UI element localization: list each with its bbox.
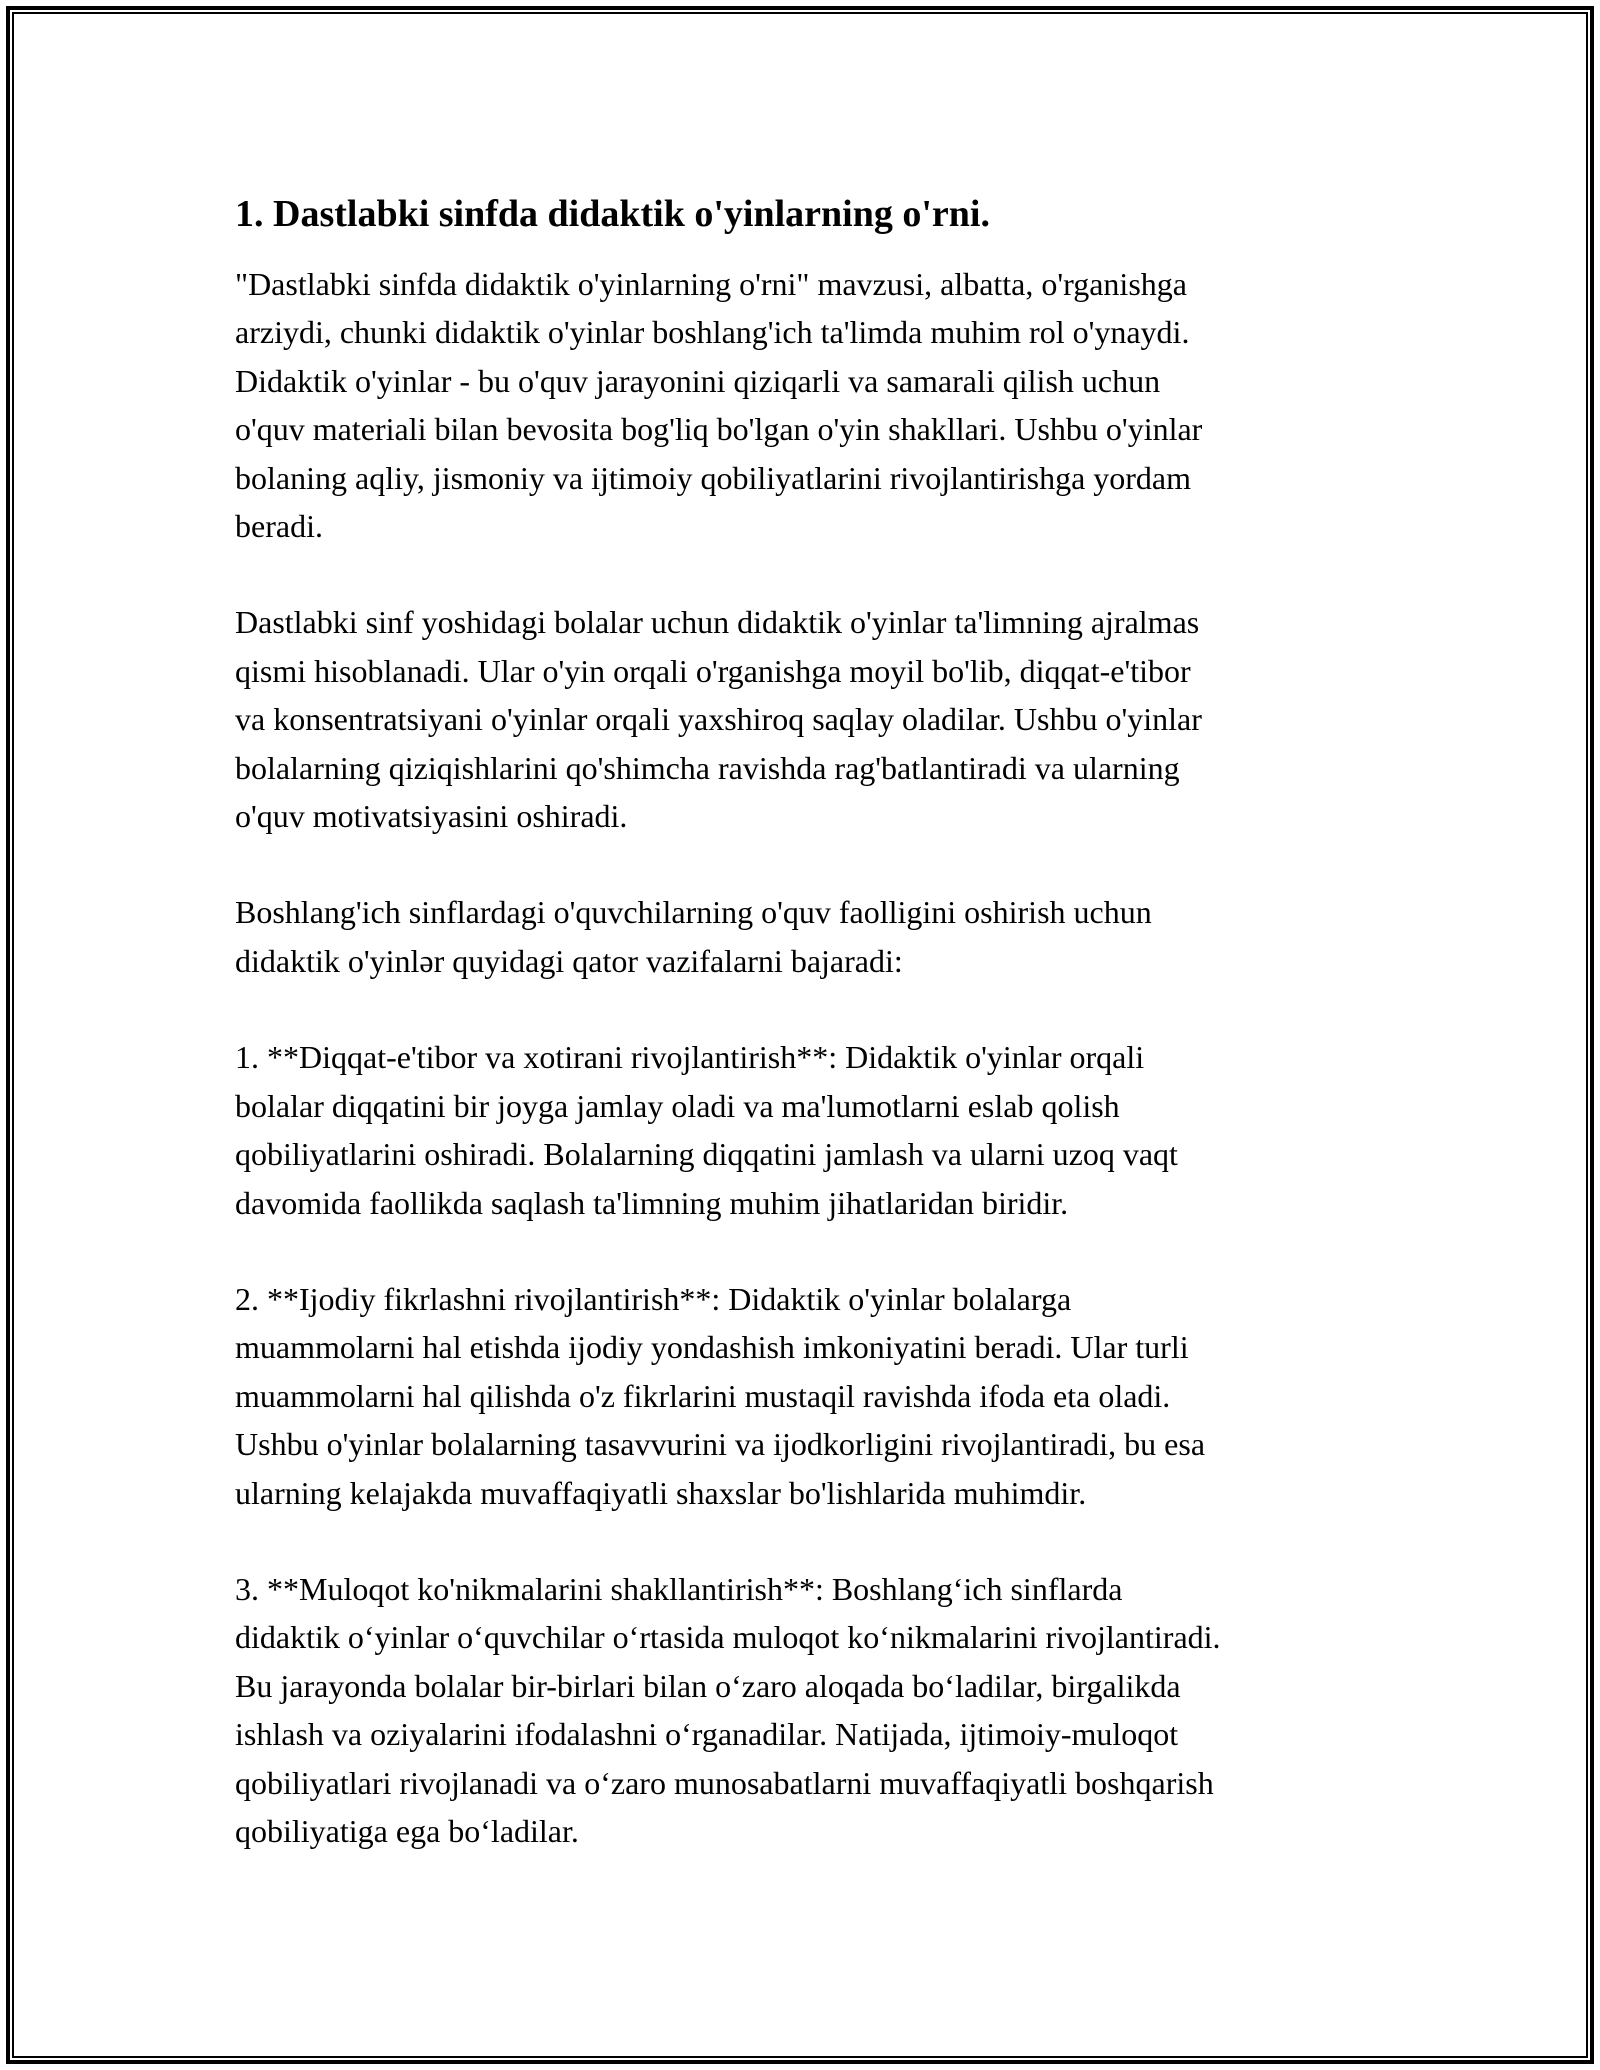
paragraph-intro: "Dastlabki sinfda didaktik o'yinlarning o'rni" mavzusi, albatta, o'rganishga arziydi, chunki didaktik o'yinlar boshlang'ich ta'limda muhim rol o'ynaydi. Didaktik o'yinlar - bu o'quv jarayonini qiziqarli va samarali qilish uchun o'quv materiali bilan bevosita bog'liq bo'lgan o'yin shakllari. Ushbu o'yinlar bolaning aqliy, jismoniy va ijtimoiy qobiliyatlarini rivojlantirishga yordam beradi. [235, 266, 1203, 545]
paragraph-early-grades: Dastlabki sinf yoshidagi bolalar uchun didaktik o'yinlar ta'limning ajralmas qismi hisoblanadi. Ular o'yin orqali o'rganishga moyil bo'lib, diqqat-e'tibor va konsentratsiyani o'yinlar orqali yaxshiroq saqlay oladilar. Ushbu o'yinlar bolalarning qiziqishlarini qo'shimcha ravishda rag'batlantiradi va ularning o'quv motivatsiyasini oshiradi. [235, 604, 1202, 835]
document-body [235, 188, 1385, 1903]
document-heading: 1. Dastlabki sinfda didaktik o'yinlarning o'rni. [235, 193, 990, 235]
list-item-communication-skills: 3. **Muloqot ko'nikmalarini shakllantirish**: Boshlang‘ich sinflarda didaktik o‘yinlar o‘quvchilar o‘rtasida muloqot ko‘nikmalarini rivojlantiradi. Bu jarayonda bolalar bir-birlari bilan o‘zaro aloqada bo‘ladilar, birgalikda ishlash va oziyalarini ifodalashni o‘rganadilar. Natijada, ijtimoiy-muloqot qobiliyatlari rivojlanadi va o‘zaro munosabatlarni muvaffaqiyatli boshqarish qobiliyatiga ega bo‘ladilar. [235, 1570, 1221, 1849]
list-item-creative-thinking: 2. **Ijodiy fikrlashni rivojlantirish**: Didaktik o'yinlar bolalarga muammolarni hal etishda ijodiy yondashish imkoniyatini beradi. Ular turli muammolarni hal qilishda o'z fikrlarini mustaqil ravishda ifoda eta oladi. Ushbu o'yinlar bolalarning tasavvurini va ijodkorligini rivojlantiradi, bu esa ularning kelajakda muvaffaqiyatli shaxslar bo'lishlarida muhimdir. [235, 1280, 1206, 1511]
list-item-attention-memory: 1. **Diqqat-e'tibor va xotirani rivojlantirish**: Didaktik o'yinlar orqali bolalar diqqatini bir joyga jamlay oladi va ma'lumotlarni eslab qolish qobiliyatlarini oshiradi. Bolalarning diqqatini jamlash va ularni uzoq vaqt davomida faollikda saqlash ta'limning muhim jihatlaridan biridir. [235, 1039, 1178, 1221]
paragraph-tasks-intro: Boshlang'ich sinflardagi o'quvchilarning o'quv faolligini oshirish uchun didaktik o'yinlər quyidagi qator vazifalarni bajaradi: [235, 894, 1152, 979]
